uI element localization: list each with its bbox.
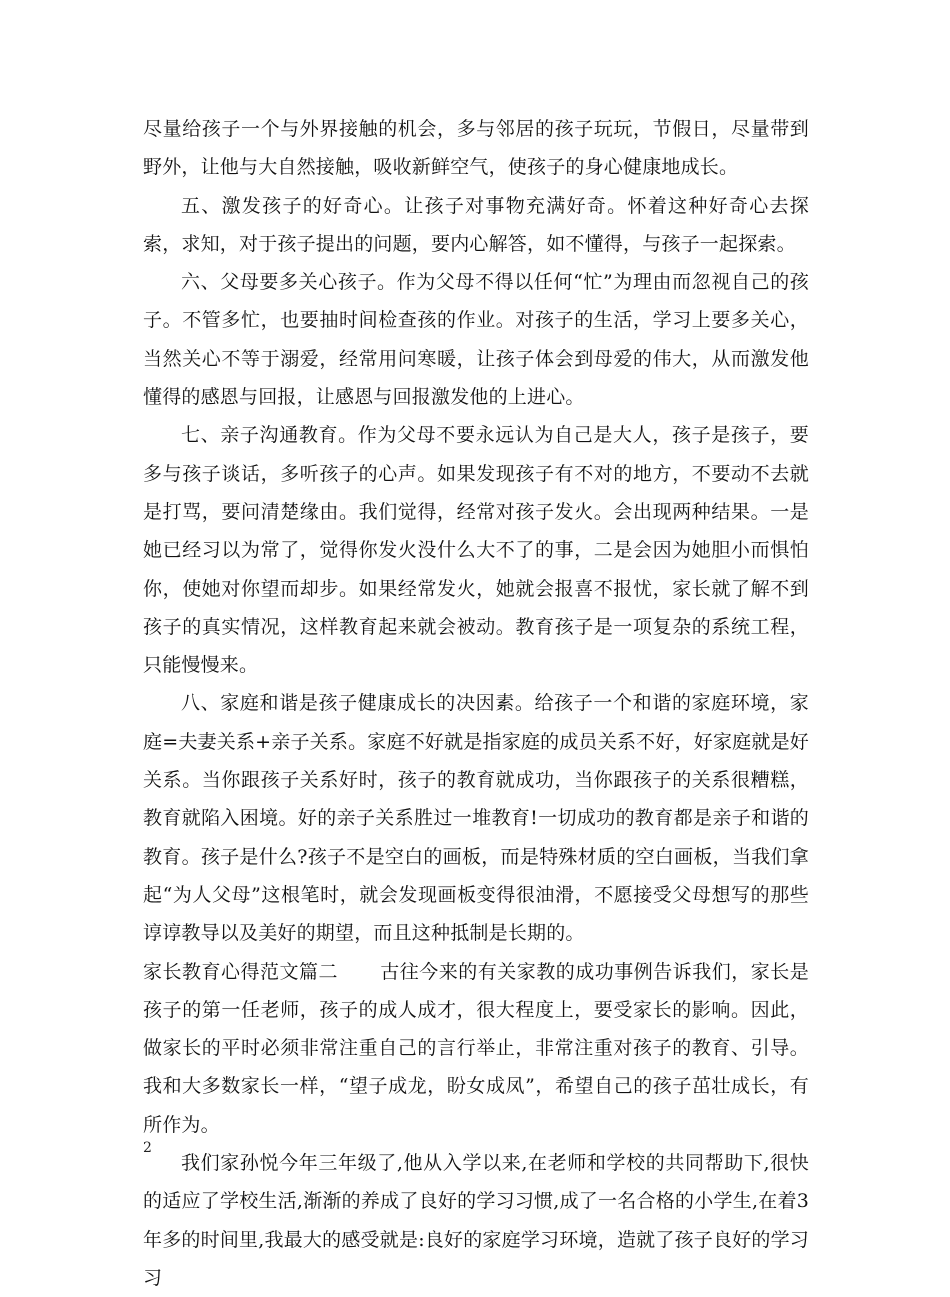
paragraph-outdoor-contact: 尽量给孩子一个与外界接触的机会，多与邻居的孩子玩玩，节假日，尽量带到野外，让他与大自然接触，吸收新鲜空气，使孩子的身心健康地成长。 [143,118,809,179]
paragraph-sun-yue: 我们家孙悦今年三年级了,他从入学以来,在老师和学校的共同帮助下,很快的适应了学校生活,渐渐的养成了良好的学习习惯,成了一名合格的小学生,在着3年多的时间里,我最大的感受就是:良好的家庭学习环境，造就了孩子良好的学习习 [143,1152,809,1289]
paragraph-parent-care: 六、父母要多关心孩子。作为父母不得以任何“忙”为理由而忽视自己的孩子。不管多忙，也要抽时间检查孩的作业。对孩子的生活，学习上要多关心，当然关心不等于溺爱，经常用问寒暖，让孩子体会到母爱的伟大，从而激发他懂得的感恩与回报，让感恩与回报激发他的上进心。 [143,271,809,409]
section-two-paragraph [143,953,809,1144]
section-heading: 家长教育心得范文篇二 [143,960,338,983]
paragraph-curiosity: 五、激发孩子的好奇心。让孩子对事物充满好奇。怀着这种好奇心去探索，求知，对于孩子提出的问题，要内心解答，如不懂得，与孩子一起探索。 [143,194,809,255]
section-intro-text: 古往今来的有关家教的成功事例告诉我们，家长是孩子的第一任老师，孩子的成人成才，很大程度上，要受家长的影响。因此，做家长的平时必须非常注重自己的言行举止，非常注重对孩子的教育、引导。我和大多数家长一样，“望子成龙，盼女成凤”，希望自己的孩子茁壮成长，有所作为。 [143,960,809,1136]
paragraph-communication: 七、亲子沟通教育。作为父母不要永远认为自己是大人，孩子是孩子，要多与孩子谈话，多听孩子的心声。如果发现孩子有不对的地方，不要动不去就是打骂，要问清楚缘由。我们觉得，经常对孩子发火。会出现两种结果。一是她已经习以为常了，觉得你发火没什么大不了的事，二是会因为她胆小而惧怕你，使她对你望而却步。如果经常发火，她就会报喜不报忧，家长就了解不到孩子的真实情况，这样教育起来就会被动。教育孩子是一项复杂的系统工程，只能慢慢来。 [143,424,809,677]
document-body [143,110,809,1297]
paragraph-family-harmony: 八、家庭和谐是孩子健康成长的决因素。给孩子一个和谐的家庭环境，家庭=夫妻关系+亲子关系。家庭不好就是指家庭的成员关系不好，好家庭就是好关系。当你跟孩子关系好时，孩子的教育就成功，当你跟孩子的关系很糟糕，教育就陷入困境。好的亲子关系胜过一堆教育!一切成功的教育都是亲子和谐的教育。孩子是什么?孩子不是空白的画板，而是特殊材质的空白画板，当我们拿起“为人父母”这根笔时，就会发现画板变得很油滑，不愿接受父母想写的那些谆谆教导以及美好的期望，而且这种抵制是长期的。 [143,692,809,945]
page-number: 2 [143,1140,152,1156]
